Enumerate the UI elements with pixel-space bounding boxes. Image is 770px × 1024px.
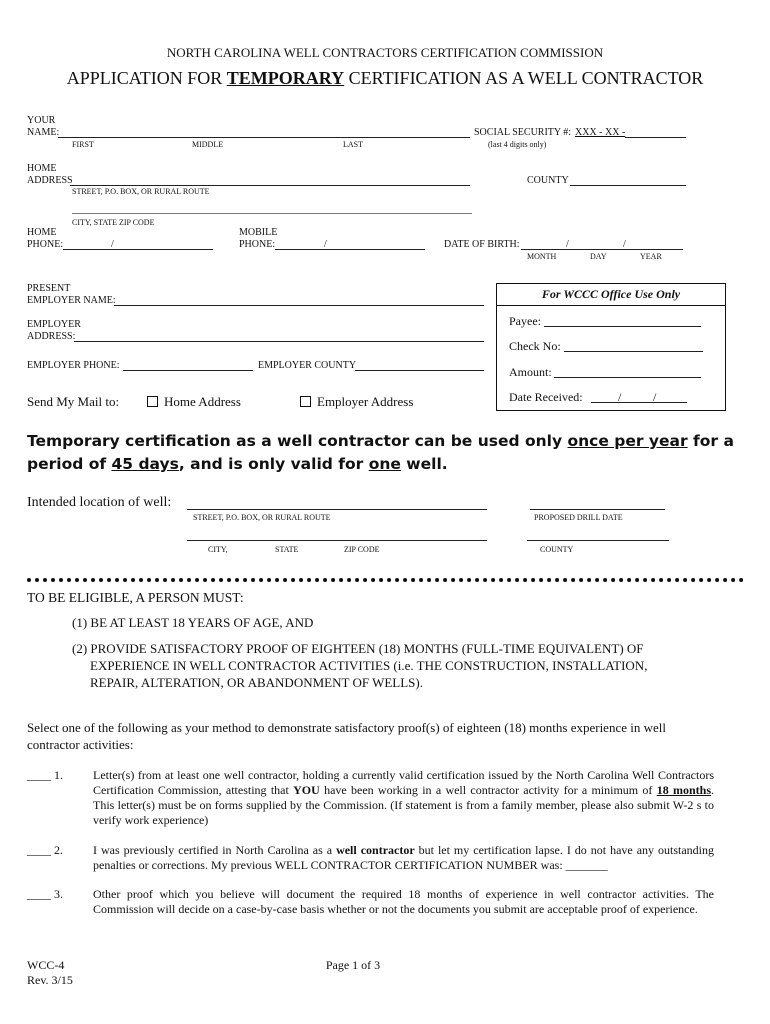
revision: Rev. 3/15 [27,973,73,987]
title-post: CERTIFICATION AS A WELL CONTRACTOR [344,68,704,88]
method-3-text-a: Other proof which you believe will document the required 18 months of experience in well contractor activities. The Commission will decide on a case-by-case basis whether or not the documents you submit are acceptable proof of experience. [93,887,714,916]
method-3-blank[interactable]: ____ 3. [27,887,63,901]
employer-phone-label: EMPLOYER PHONE: [27,360,120,371]
mobile-slash: / [324,239,327,250]
mail-home-option[interactable] [147,394,241,410]
employer-label: EMPLOYER [27,319,81,330]
ssn-value: XXX - XX - [575,127,626,138]
requirement-2-line-1: (2) PROVIDE SATISFACTORY PROOF OF EIGHTEEN (18) MONTHS (FULL-TIME EQUIVALENT) OF [72,641,644,656]
ssn-last4-line[interactable] [625,137,686,138]
mobile-phone-label-2: PHONE: [239,239,276,250]
form-title [0,68,770,89]
loc-sub-zip: ZIP CODE [344,545,380,554]
loc-sub-county: COUNTY [540,545,574,554]
methods-intro-line-1: Select one of the following as your method to demonstrate satisfactory proof(s) of eighteen (18) months experience in well [27,720,666,735]
date-received-line[interactable] [591,402,687,403]
phone-slash: / [111,239,114,250]
mobile-phone-line[interactable] [275,249,425,250]
page-number: Page 1 of 3 [325,958,381,972]
mobile-phone-label-1: MOBILE [239,227,278,238]
home-address-checkbox[interactable] [147,396,158,407]
payee-line[interactable] [544,326,701,327]
requirement-2-line-3: REPAIR, ALTERATION, OR ABANDONMENT OF WELLS). [90,675,423,690]
amount-line[interactable] [554,377,701,378]
home-phone-label-1: HOME [27,227,57,238]
dob-label: DATE OF BIRTH: [444,239,520,250]
label-name: NAME: [27,127,60,138]
notice-line-2 [27,455,448,473]
employer-name-label: EMPLOYER NAME: [27,295,116,306]
ssn-label: SOCIAL SECURITY #: [474,127,572,138]
employer-address-checkbox[interactable] [300,396,311,407]
commission-name: NORTH CAROLINA WELL CONTRACTORS CERTIFICATION COMMISSION [166,45,604,60]
dotted-separator [27,578,744,582]
loc-sub-state: STATE [275,545,299,554]
notice-text-5: well. [400,455,448,473]
label-your: YOUR [27,115,56,126]
loc-sub-city: CITY, [208,545,228,554]
label-home: HOME [27,163,57,174]
employer-county-label: EMPLOYER COUNTY [258,360,357,371]
method-1-you: YOU [293,783,320,797]
office-use-title: For WCCC Office Use Only [497,284,725,306]
home-phone-line[interactable] [63,249,213,250]
label-address: ADDRESS [27,175,73,186]
method-3-text [93,887,714,917]
dob-line[interactable] [521,249,683,250]
date-slash-2: / [653,390,657,404]
method-1-text-a: Letter(s) from at least one well contractor, holding a currently valid certification issued by the North Carolina Well Contractors Certification Commission, attesting that [93,768,714,797]
notice-one: one [368,455,401,473]
location-street-line[interactable] [187,509,487,510]
employer-phone-line[interactable] [123,370,253,371]
date-slash-1: / [618,390,622,404]
mail-label: Send My Mail to: [27,394,120,409]
present-label: PRESENT [27,283,71,294]
method-1-blank[interactable]: ____ 1. [27,768,63,782]
dob-slash-1: / [566,239,569,250]
payee-label: Payee: [509,314,541,328]
name-input-line[interactable] [58,137,470,138]
check-no-line[interactable] [564,351,703,352]
home-address-line[interactable] [70,185,470,186]
home-phone-label-2: PHONE: [27,239,64,250]
intended-location-label: Intended location of well: [27,495,172,510]
loc-sub-drill-date: PROPOSED DRILL DATE [534,513,623,522]
check-no-label: Check No: [509,339,561,353]
mail-employer-option[interactable] [300,394,413,410]
method-1-text-c: have been working in a well contractor activity for a minimum of [319,783,657,797]
dob-slash-2: / [623,239,626,250]
notice-45-days: 45 days [111,455,179,473]
drill-date-line[interactable] [530,509,665,510]
method-1-text [93,768,714,828]
employer-name-line[interactable] [114,305,484,306]
method-2-text-c: but let my certification lapse. I do not have any outstanding penalties or corrections. My previous WELL CONTRACTOR CERTIFICATION NUMBER was: _______ [93,843,715,872]
location-county-line[interactable] [527,540,669,541]
loc-sub-street: STREET, P.O. BOX, OR RURAL ROUTE [193,513,331,522]
sub-day: DAY [590,252,607,261]
title-temporary: TEMPORARY [226,68,345,88]
office-use-box [496,283,726,411]
employer-address-line[interactable] [74,341,484,342]
notice-line-1 [27,432,734,450]
employer-county-line[interactable] [355,370,484,371]
sub-month: MONTH [527,252,557,261]
sub-city-state-zip: CITY, STATE ZIP CODE [72,218,155,227]
county-label: COUNTY [527,175,569,186]
sub-middle: MIDDLE [192,140,224,149]
notice-text-3: period of [27,455,112,473]
method-2-blank[interactable]: ____ 2. [27,843,63,857]
method-1-text-e: . This letter(s) must be on forms supplied by the Commission. (If statement is from a family member, please also submit W-2 s to verify work experience) [93,783,714,827]
notice-text-1: Temporary certification as a well contractor can be used only [27,432,568,450]
form-id: WCC-4 [27,958,65,972]
sub-first: FIRST [72,140,94,149]
methods-intro-line-2: contractor activities: [27,737,134,752]
method-1-18-months: 18 months [656,783,711,797]
method-2-well-contractor: well contractor [336,843,415,857]
title-pre: APPLICATION FOR [66,68,227,88]
county-line[interactable] [570,185,686,186]
employer-address-label: ADDRESS: [27,331,76,342]
location-city-line[interactable] [187,540,487,541]
method-2-text-a: I was previously certified in North Carolina as a [93,843,337,857]
city-state-zip-line[interactable] [72,213,472,214]
sub-last: LAST [343,140,363,149]
notice-text-2: for a [687,432,734,450]
requirement-2-line-2: EXPERIENCE IN WELL CONTRACTOR ACTIVITIES (i.e. THE CONSTRUCTION, INSTALLATION, [90,658,648,673]
date-received-label: Date Received: [509,390,583,404]
method-2-text [93,843,714,873]
employer-address-text: Employer Address [317,394,414,409]
eligibility-heading: TO BE ELIGIBLE, A PERSON MUST: [27,590,244,605]
notice-text-4: , and is only valid for [178,455,369,473]
sub-year: YEAR [640,252,662,261]
ssn-note: (last 4 digits only) [488,140,547,149]
notice-once-per-year: once per year [567,432,688,450]
home-address-text: Home Address [164,394,241,409]
sub-street: STREET, P.O. BOX, OR RURAL ROUTE [72,187,210,196]
amount-label: Amount: [509,365,552,379]
requirement-1: (1) BE AT LEAST 18 YEARS OF AGE, AND [72,615,314,630]
